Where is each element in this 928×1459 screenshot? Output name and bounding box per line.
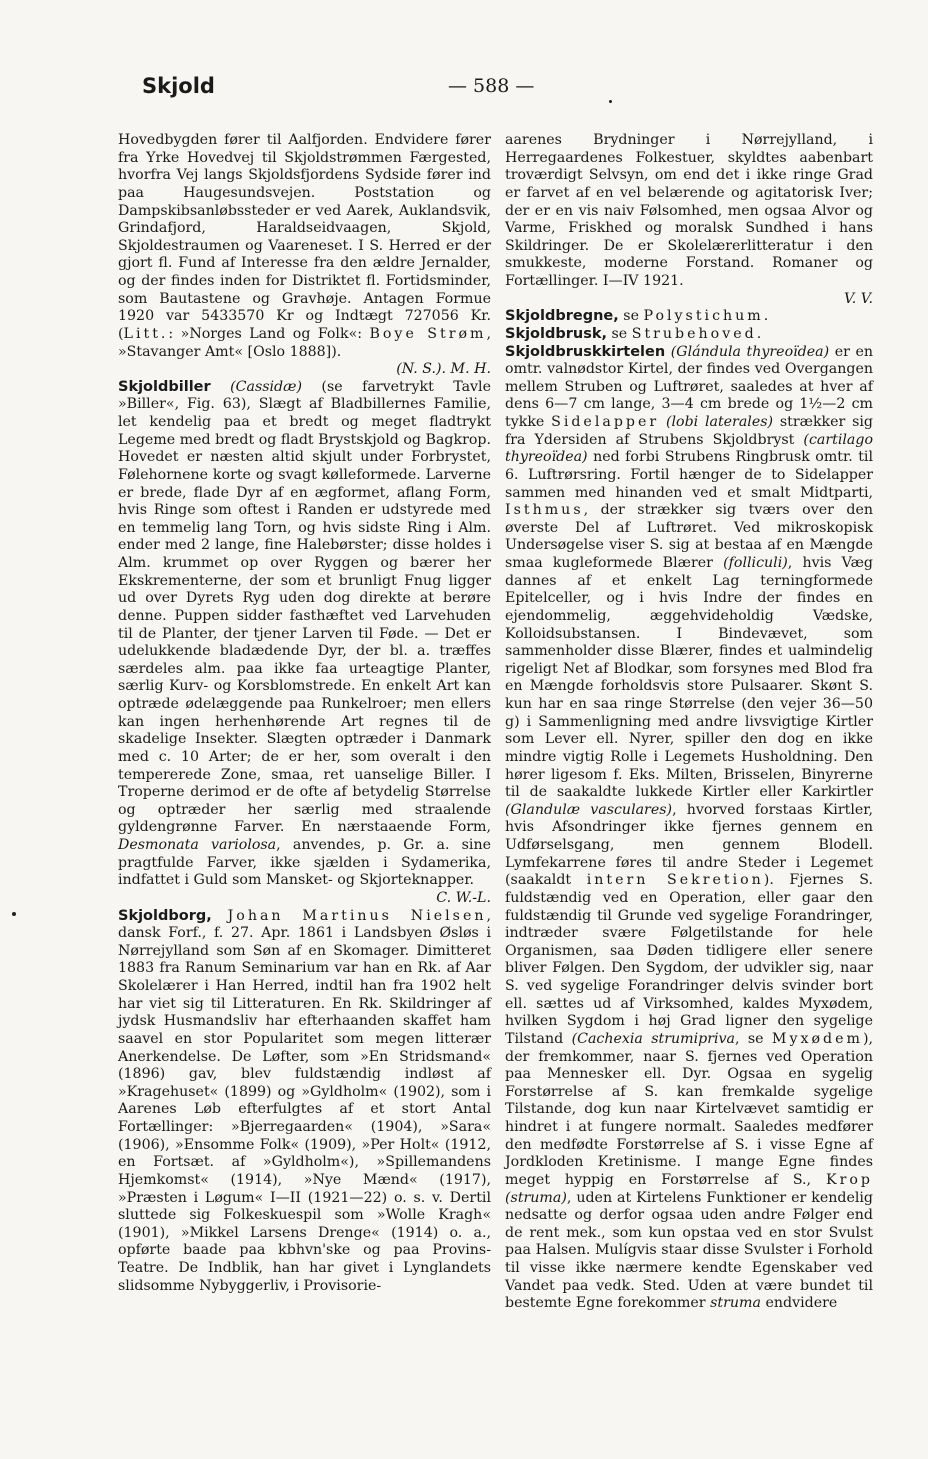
text: strækker sig fra Ydersiden af Strubens Skjoldbryst	[505, 414, 873, 448]
headword: Skjoldborg,	[118, 907, 212, 924]
entry-skjoldbrusk	[505, 326, 873, 344]
entry-skjoldbruskkirtelen	[505, 344, 873, 1313]
latin-name: struma	[710, 1295, 761, 1312]
text: , anvendes, p. Gr. a. sine pragtfulde Farver, ikke sjælden i Sydamerika, indfattet i Guld som Mansket- og Skjorteknapper.	[118, 837, 492, 889]
right-column	[505, 132, 873, 1313]
signature: C. W.-L.	[436, 889, 491, 906]
scan-speck	[609, 100, 612, 103]
latin-name: (lobi laterales)	[665, 414, 774, 430]
entry-skjoldborg	[118, 908, 491, 1296]
text: .	[763, 308, 769, 325]
text: Hovedbygden fører til Aalfjorden. Endvidere fører fra Yrke Hovedvej til Skjoldstrømmen Færgested, hvorfra Vej langs Skjoldsfjordens Sydside fører ind paa Haugesundsvejen. Poststation og Dampskibsanløbssteder er ved Aarek, Auklandsvik, Grindafjord, Haraldseidvaagen, Skjold, Skjoldestraumen og Vaareneset. I S. Herred er der gjort fl. Fund af Interesse fra den ældre Jernalder, og der findes inden for Distriktet fl. Fortidsminder, som Bautastene og Gravhøje. Antagen Formue 1920 var 5433570 Kr og Indtægt 727056 Kr. (	[118, 132, 491, 342]
text: , hvis Væg dannes af et enkelt Lag terningformede Epitelceller, og i hvis Indre der findes en ejendommelig, æggehvideholdig Vædske, Kolloidsubstansen. I Bindevævet, som sammenholder disse Blærer, findes et ualmindelig rigeligt Net af Blodkar, som forsynes med Blod fra en Mængde forholdsvis store Pulsaarer. Skønt S. kun har en saa ringe Størrelse (den vejer 36—50 g) i Sammenligning med andre livsvigtige Kirtler som Lever ell. Nyrer, spiller den dog en ikke mindre vigtig Rolle i Legemets Husholdning. Den hører ligesom f. Eks. Milten, Brisselen, Binyrerne til de saakaldte lukkede Kirtler eller Karkirtler	[505, 555, 873, 801]
text: : »Norges Land og Folk«:	[168, 325, 370, 342]
text: , se	[735, 1030, 772, 1047]
entry-skjoldbiller	[118, 379, 491, 890]
cross-reference: Polystichum	[643, 308, 764, 325]
text: ). Fjernes S. fuldstændig ved en Operation, eller gaar den fuldstændig til Grunde ved sygelige Forandringer, indtræder svære Følgetilstande for hele Organismen, saa Døden tidligere eller senere bliver Følgen. Den Sygdom, der udvikler sig, naar S. ved sygelige Forandringer delvis svinder bort ell. sættes ud af Virksomhed, kaldes Myxødem, hvilken Sygdom i høj Grad ligner den sygelige Tilstand	[505, 872, 873, 1047]
scan-speck	[12, 912, 16, 916]
headword: Skjoldbregne,	[505, 308, 619, 325]
text: ned forbi Strubens Ringbrusk omtr. til 6. Luftrørsring. Fortil hænger de to Sidelapper sammen med hinanden ved et smalt Midtparti,	[505, 449, 873, 501]
text: , dansk Forf., f. 27. Apr. 1861 i Landsbyen Øsløs i Nørrejylland som Søn af en Skomager. Dimitteret 1883 fra Ranum Seminarium var han en Rk. af Aar Skolelærer i Han Herred, indtil han fra 1902 helt har viet sig til Litteraturen. En Rk. Skildringer af jydsk Husmandsliv har efterhaanden skaffet ham saavel en stor Popularitet som megen litterær Anerkendelse. De Løfter, som »En Stridsmand« (1896) gav, blev fuldstændig indløst af »Kragehuset« (1899) og »Gyldholm« (1902), som i Aarenes Løb efterfulgtes af et stort Antal Fortællinger: »Bjerregaarden« (1904), »Sara« (1906), »Ensomme Folk« (1909), »Per Holt« (1912, en Fortsæt. af »Gyldholm«), »Spillemandens Hjemkomst« (1914), »Nye Mænd« (1917), »Præsten i Løgum« I—II (1921—22) o. s. v. Dertil sluttede sig Folkeskuespil som »Wolle Kragh« (1901), »Mikkel Larsens Drenge« (1914) o. a., opførte baade paa kbhvn'ske og paa Provins-Teatre. De Indblik, han har givet i Lynglandets slidsomme Nybyggerliv, i Provisorie-	[118, 907, 491, 1294]
author-name: Boye Strøm	[369, 325, 487, 342]
cross-reference: Krop	[825, 1171, 873, 1188]
person-name: Johan Martinus Nielsen	[227, 907, 487, 924]
text: se	[618, 308, 644, 325]
text: er en omtr. valnødstor Kirtel, der findes ved Overgangen mellem Struben og Luftrøret, saaledes at hver af dens 6—7 cm lange, 3—4 cm brede og 1½—2 cm tykke	[505, 343, 874, 430]
signature: (N. S.). M. H.	[396, 361, 491, 378]
latin-name: (Glándula thyreoïdea)	[670, 343, 830, 360]
headword: Skjoldbrusk,	[505, 325, 608, 342]
text: , der strækker sig tværs over den øverste Del af Luftrøret. Ved mikroskopisk Undersøgelse viser S. sig at bestaa af en Mængde smaa kugleformede Blærer	[505, 502, 873, 571]
page-header	[0, 70, 928, 110]
text: se	[607, 325, 632, 342]
entry-skjold-continuation	[118, 132, 491, 361]
spaced-term: Sidelapper	[551, 414, 660, 430]
latin-name: (cartilago thyreoïdea)	[505, 431, 873, 466]
latin-name: (struma)	[505, 1189, 567, 1206]
latin-name: (folliculi)	[723, 555, 788, 571]
latin-name: (Cassidæ)	[230, 378, 302, 395]
headword: Skjoldbruskkirtelen	[505, 343, 666, 360]
signature: V. V.	[843, 290, 873, 307]
latin-name: (Cachexia strumipriva	[571, 1030, 736, 1047]
text: .	[756, 325, 762, 342]
text: aarenes Brydninger i Nørrejylland, i Herregaardenes Folkestuer, skyldtes aabenbart troværdigt Selvsyn, om end det i ikke ringe Grad er farvet af en vel belærende og agitatorisk Iver; der er en vis naiv Følsomhed, men ogsaa Alvor og Varme, Friskhed og moralsk Sundhed i hans Skildringer. De er Skolelærerlitteratur i den smukkeste, moderne Forstand. Romaner og Fortællinger. I—IV 1921.	[505, 132, 873, 289]
entry-skjoldbregne	[505, 308, 873, 326]
left-column	[118, 132, 491, 1295]
latin-name: Desmonata variolosa	[118, 837, 277, 853]
text: (se farvetrykt Tavle »Biller«, Fig. 63), Slægt af Bladbillernes Familie, let kendelig paa et bredt og meget fladtrykt Legeme med bredt og fladt Brystskjold og Bagkrop. Hovedet er næsten altid skjult under Forbrystet, Følehornene korte og svagt kølleformede. Larverne er brede, flade Dyr af en ægformet, aflang Form, hvis Ringe som oftest i Randen er udstyrede med en temmelig lang Torn, og hvis sidste Ring i Alm. ender med 2 lange, fine Halebørster; disse holdes i Alm. krummet op over Ryggen og bærer her Ekskrementerne, der som et brunligt Fnug ligger ud over Dyrets Ryg uden dog direkte at berøre denne. Puppen sidder fasthæftet ved Larvehuden til de Planter, der tjener Larven til Føde. — Det er udelukkende bladædende Dyr, der bl. a. træffes særdeles alm. paa ikke faa urteagtige Planter, særlig Kurv- og Korsblomstrede. En enkelt Art kan optræde ødelæggende paa Runkelroer; men ellers kan ingen herhenhørende Art regnes til de skadelige Insekter. Slægten optræder i Danmark med c. 10 Arter; de er her, som overalt i den tempererede Zone, smaa, ret uanselige Biller. I Troperne derimod er de ofte af betydelig Størrelse og optræder her særlig med straalende gyldengrønne Farver. En nærstaaende Form,	[118, 378, 491, 836]
headword: Skjoldbiller	[118, 378, 211, 395]
text: ), der fremkommer, naar S. fjernes ved Operation paa Mennesker ell. Dyr. Ogsaa en sygelig Forstørrelse af S. kan fremkalde sygelige Tilstande, dog kun naar Kirtelvævet samtidig er hindret i at fungere normalt. Saaledes medfører den medfødte Forstørrelse af S. i visse Egne af Jordkloden Kretinisme. I mange Egne findes meget hyppig en Forstørrelse af S.,	[505, 1030, 873, 1188]
running-head-word: Skjold	[142, 74, 215, 98]
text: , uden at Kirtelens Funktioner er kendelig nedsatte og derfor ogsaa uden andre Følger end de rent mek., som kun opstaa ved en stor Svulst paa Halsen. Mulígvis staar disse Svulster i Forhold til visse ikke nærmere kendte Egenskaber ved Vandet paa vedk. Sted. Uden at være bundet til bestemte Egne forekommer	[505, 1189, 873, 1312]
text: , hvorved forstaas Kirtler, hvis Afsondringer ikke fjernes gennem en Udførselsgang, men gennem Blodell. Lymfekarrene føres til andre Steder i Legemet (saakaldt	[505, 801, 873, 889]
litt-label: Litt.	[123, 325, 169, 342]
entry-skjoldborg-continuation	[505, 132, 873, 291]
spaced-term: Isthmus	[505, 502, 584, 519]
cross-reference: Myxødem	[771, 1030, 863, 1047]
text: endvidere	[760, 1295, 838, 1312]
cross-reference: Strubehoved	[631, 325, 757, 342]
text: , »Stavanger Amt« [Oslo 1888]).	[118, 325, 491, 360]
page-number: — 588 —	[448, 75, 535, 97]
latin-name: (Glandulæ vasculares)	[505, 801, 673, 818]
spaced-term: intern Sekretion	[586, 872, 764, 889]
